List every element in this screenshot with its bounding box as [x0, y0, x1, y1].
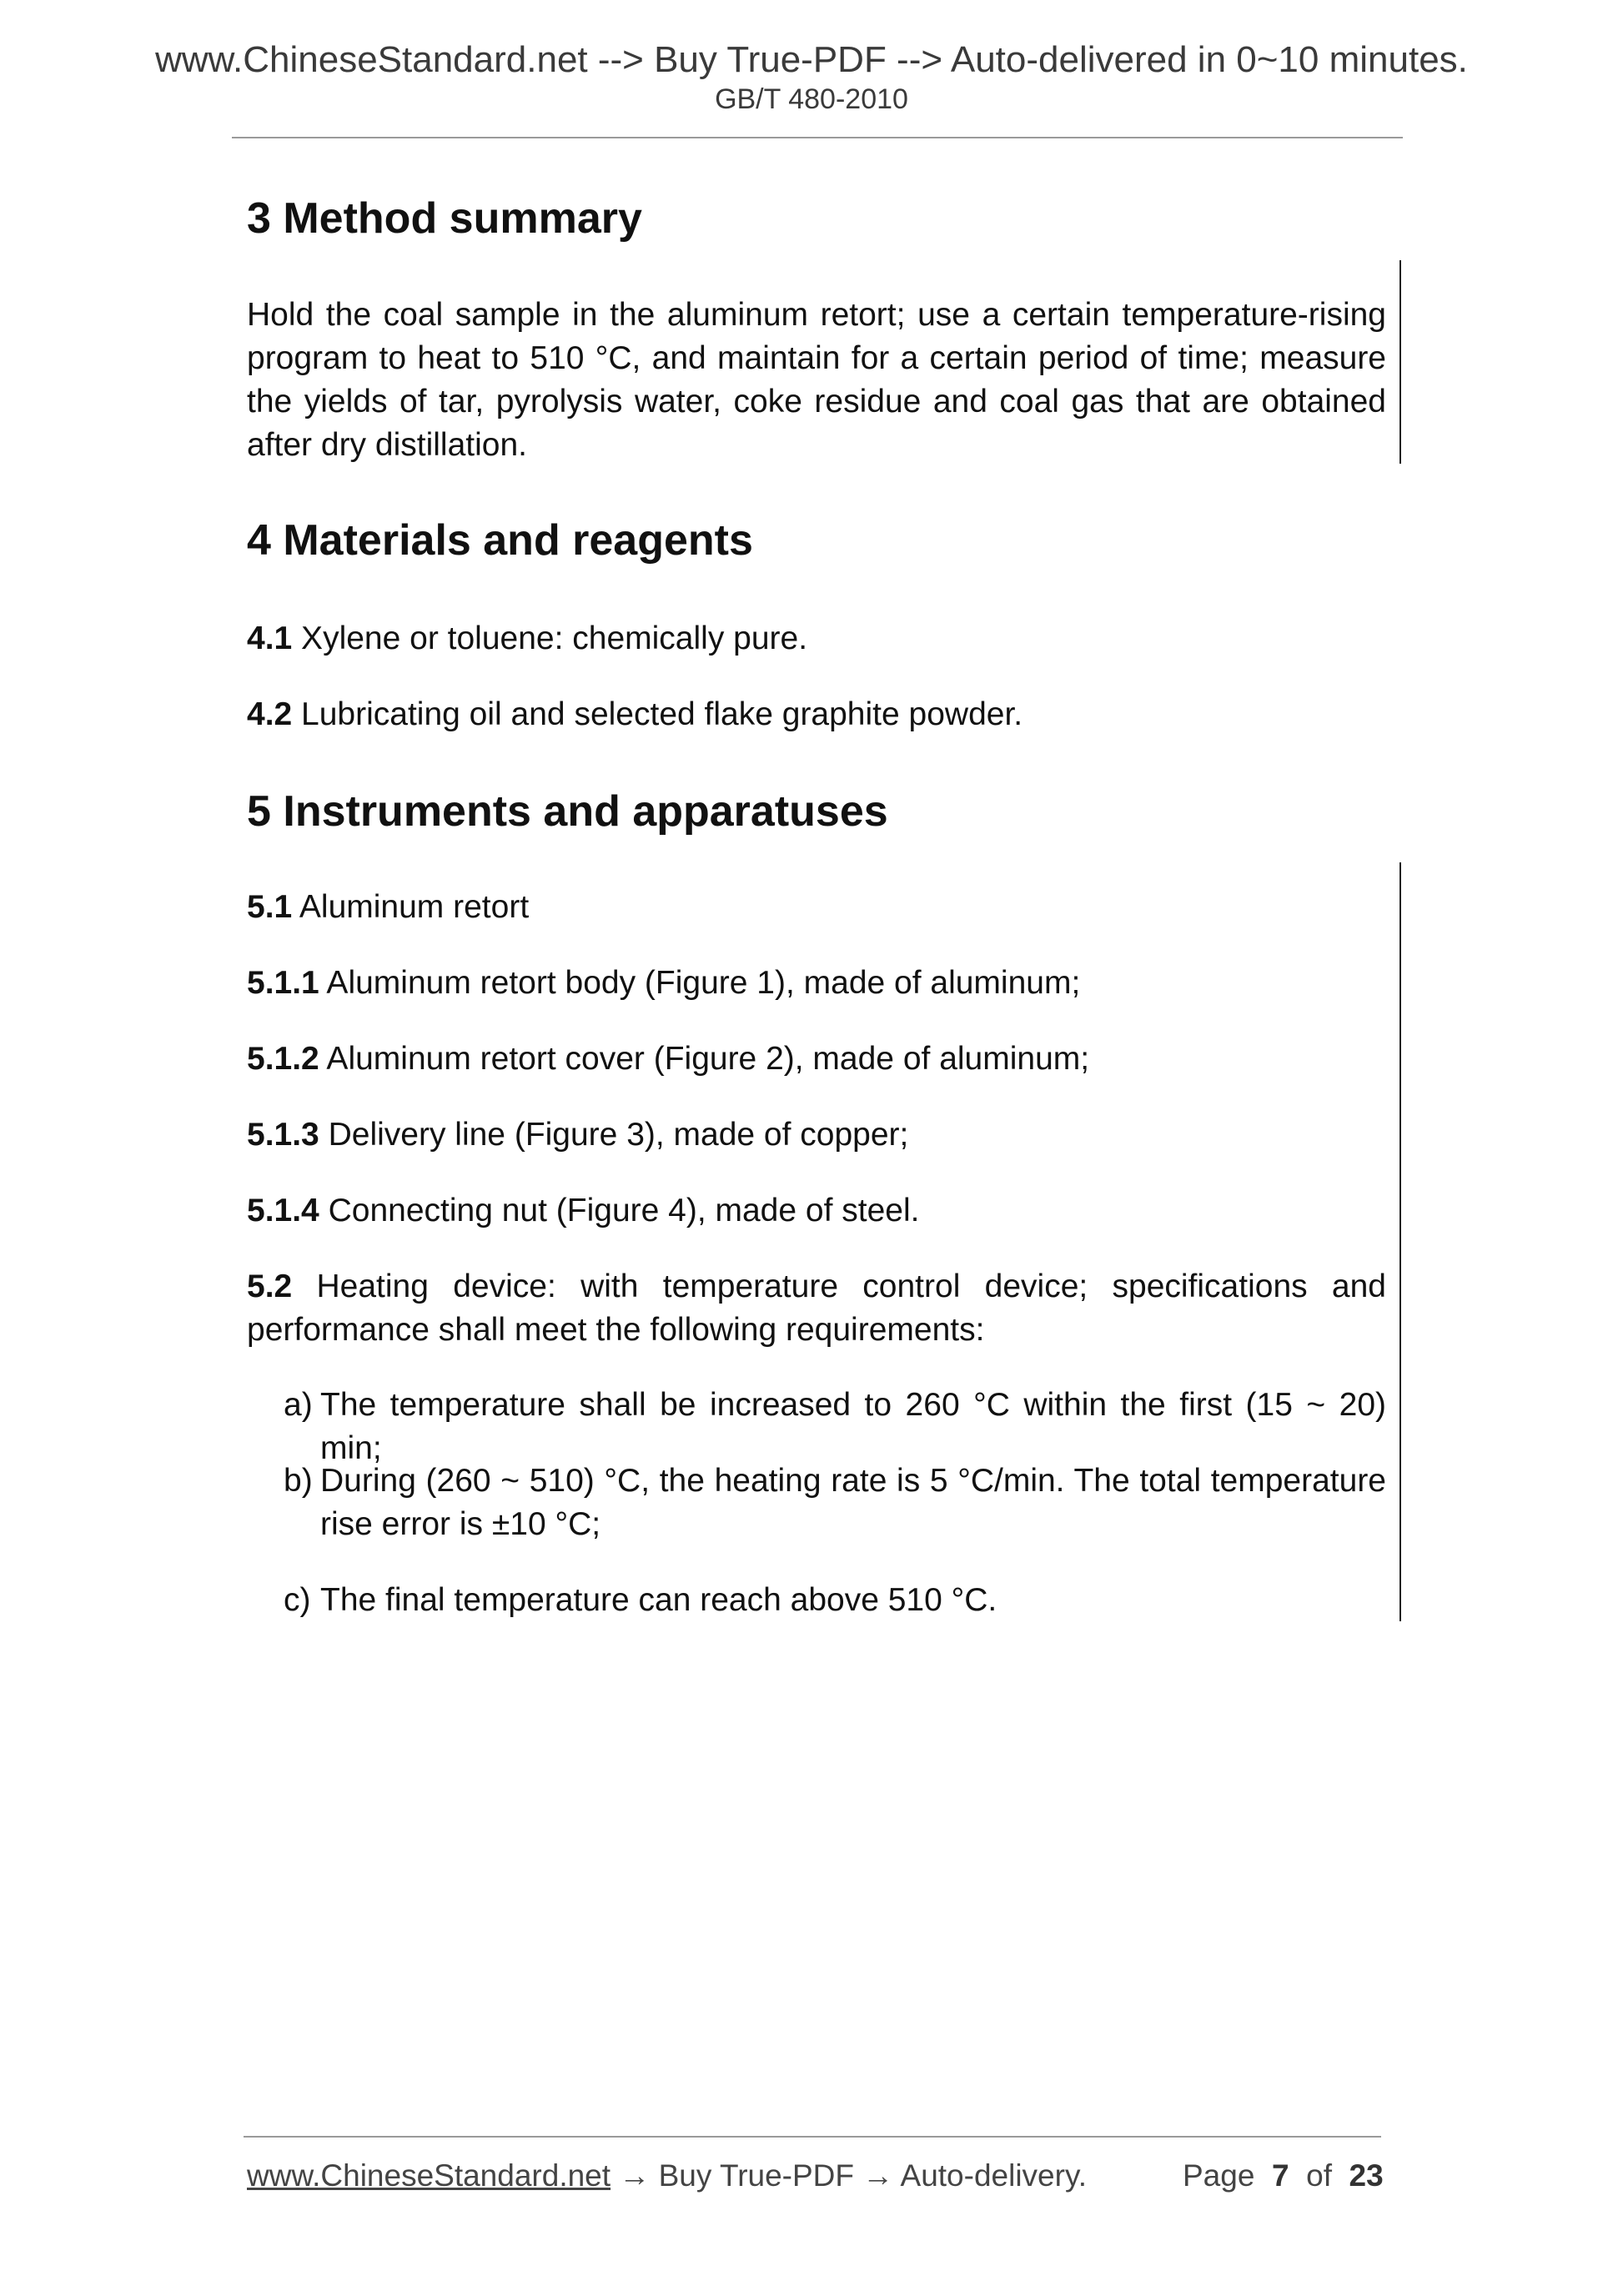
page-indicator: Page 7 of 23: [1183, 2158, 1384, 2193]
clause-5-1-4: 5.1.4 Connecting nut (Figure 4), made of steel.: [247, 1193, 920, 1228]
requirement-a: [284, 1384, 1386, 1470]
requirement-b-marker: b): [284, 1463, 313, 1499]
requirement-c-marker: c): [284, 1582, 311, 1618]
footer-site-link[interactable]: www.ChineseStandard.net: [247, 2158, 611, 2193]
clause-5-1-2: 5.1.2 Aluminum retort cover (Figure 2), made of aluminum;: [247, 1041, 1090, 1077]
footer-text: [247, 2160, 1087, 2191]
footer-tagline: → Buy True-PDF → Auto-delivery.: [611, 2158, 1087, 2193]
requirement-b: [284, 1459, 1386, 1546]
footer-rule: [244, 2136, 1381, 2138]
header-rule: [232, 137, 1403, 138]
requirement-a-marker: a): [284, 1387, 313, 1423]
section-heading-materials-reagents: 4 Materials and reagents: [247, 516, 753, 565]
change-bar-method-summary: [1399, 260, 1401, 464]
section-heading-method-summary: 3 Method summary: [247, 194, 642, 243]
page-total: 23: [1349, 2158, 1384, 2193]
clause-5-1-1: 5.1.1 Aluminum retort body (Figure 1), made of aluminum;: [247, 965, 1081, 1001]
change-bar-instruments: [1399, 862, 1401, 1621]
header-banner: www.ChineseStandard.net --> Buy True-PDF --> Auto-delivered in 0~10 minutes.: [155, 39, 1468, 80]
page-current: 7: [1271, 2158, 1289, 2193]
clause-5-1: 5.1 Aluminum retort: [247, 889, 530, 925]
requirement-c: [284, 1579, 1386, 1622]
clause-5-1-3: 5.1.3 Delivery line (Figure 3), made of copper;: [247, 1117, 909, 1153]
requirement-a-text: The temperature shall be increased to 260 °C within the first (15 ~ 20) min;: [320, 1387, 1386, 1466]
clause-4-1: 4.1 Xylene or toluene: chemically pure.: [247, 620, 808, 656]
requirement-c-text: The final temperature can reach above 510 °C.: [320, 1582, 997, 1618]
clause-5-2: 5.2 Heating device: with temperature control device; specifications and performance shall meet the following requirements:: [247, 1269, 1386, 1348]
method-summary-paragraph: Hold the coal sample in the aluminum retort; use a certain temperature-rising program to heat to 510 °C, and maintain for a certain period of time; measure the yields of tar, pyrolysis water, coke residue and coal gas that are obtained after dry distillation.: [247, 297, 1386, 463]
standard-code: GB/T 480-2010: [715, 83, 908, 115]
section-heading-instruments: 5 Instruments and apparatuses: [247, 787, 888, 836]
requirement-b-text: During (260 ~ 510) °C, the heating rate is 5 °C/min. The total temperature rise error is ±10 °C;: [320, 1463, 1386, 1542]
clause-4-2: 4.2 Lubricating oil and selected flake graphite powder.: [247, 696, 1023, 732]
